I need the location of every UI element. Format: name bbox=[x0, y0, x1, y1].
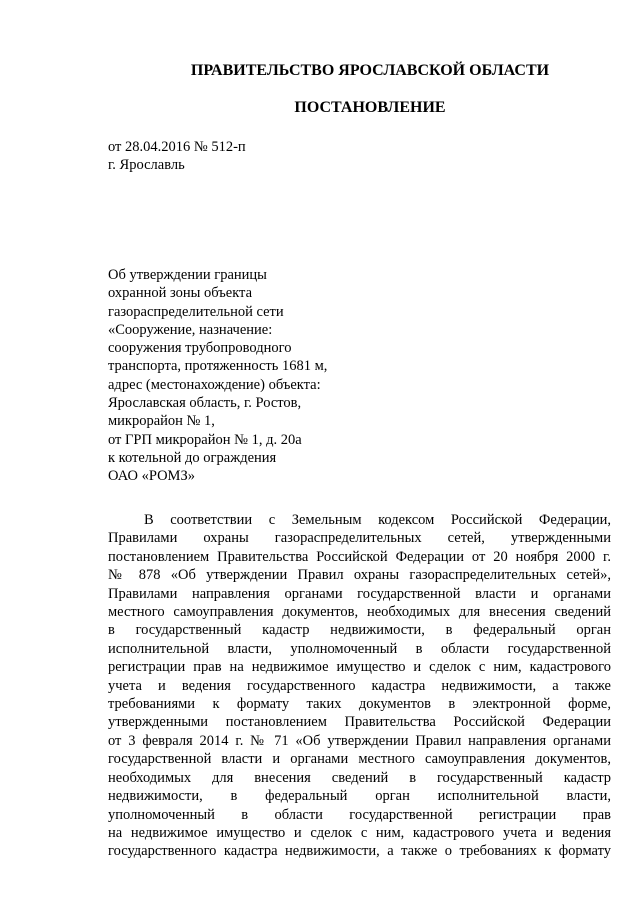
subject-line: от ГРП микрорайон № 1, д. 20а bbox=[108, 431, 302, 448]
body-line: государственной власти и органами местного самоуправления документов, bbox=[108, 751, 611, 768]
subject-line: Ярославская область, г. Ростов, bbox=[108, 395, 302, 412]
body-line: В соответствии с Земельным кодексом Российской Федерации, bbox=[144, 512, 611, 528]
body-line: исполнительной власти, уполномоченный в области государственной bbox=[108, 640, 611, 657]
body-line: местного самоуправления документов, необходимых для внесения сведений bbox=[108, 604, 611, 621]
subject-line: газораспределительной сети bbox=[108, 303, 284, 320]
subject-block bbox=[108, 266, 428, 486]
body-line: утвержденными постановлением Правительства Российской Федерации bbox=[108, 714, 611, 731]
body-line: на недвижимое имущество и сделок с ним, кадастрового учета и ведения bbox=[108, 824, 611, 841]
subject-line: «Сооружение, назначение: bbox=[108, 321, 273, 338]
body-line: регистрации прав на недвижимое имущество и сделок с ним, кадастрового bbox=[108, 659, 611, 676]
body-line: недвижимости, в федеральный орган исполнительной власти, bbox=[108, 788, 611, 805]
body-line: от 3 февраля 2014 г. № 71 «Об утверждении Правил направления органами bbox=[108, 732, 611, 749]
subject-line: охранной зоны объекта bbox=[108, 285, 253, 302]
date-number: от 28.04.2016 № 512-п bbox=[108, 139, 246, 155]
body-line: необходимых для внесения сведений в государственный кадастр bbox=[108, 769, 611, 786]
subject-line: к котельной до ограждения bbox=[108, 449, 277, 466]
body-line: № 878 «Об утверждении Правил охраны газораспределительных сетей», bbox=[108, 567, 611, 584]
city: г. Ярославль bbox=[108, 157, 185, 173]
document-type-title: ПОСТАНОВЛЕНИЕ bbox=[294, 99, 446, 116]
subject-line: адрес (местонахождение) объекта: bbox=[108, 376, 321, 393]
body-line: постановлением Правительства Российской Федерации от 20 ноября 2000 г. bbox=[108, 548, 611, 565]
subject-line: транспорта, протяженность 1681 м, bbox=[108, 358, 328, 375]
body-line: уполномоченный в области государственной регистрации прав bbox=[108, 806, 611, 823]
subject-line: микрорайон № 1, bbox=[108, 413, 215, 430]
body-line: Правилами охраны газораспределительных сетей, утвержденными bbox=[108, 530, 611, 547]
body-line: в государственный кадастр недвижимости, в федеральный орган bbox=[108, 622, 611, 639]
body-line: учета и ведения государственного кадастра недвижимости, а также bbox=[108, 677, 611, 694]
subject-line: Об утверждении границы bbox=[108, 267, 267, 283]
body-line: требованиями к формату таких документов в электронной форме, bbox=[108, 696, 611, 713]
body-line: государственного кадастра недвижимости, а также о требованиях к формату bbox=[108, 843, 611, 860]
subject-line: ОАО «РОМЗ» bbox=[108, 468, 195, 485]
document-meta bbox=[108, 138, 408, 174]
organization-title: ПРАВИТЕЛЬСТВО ЯРОСЛАВСКОЙ ОБЛАСТИ bbox=[190, 62, 550, 79]
body-paragraph bbox=[108, 511, 611, 861]
body-line: Правилами направления органами государственной власти и органами bbox=[108, 585, 611, 602]
subject-line: сооружения трубопроводного bbox=[108, 340, 292, 357]
